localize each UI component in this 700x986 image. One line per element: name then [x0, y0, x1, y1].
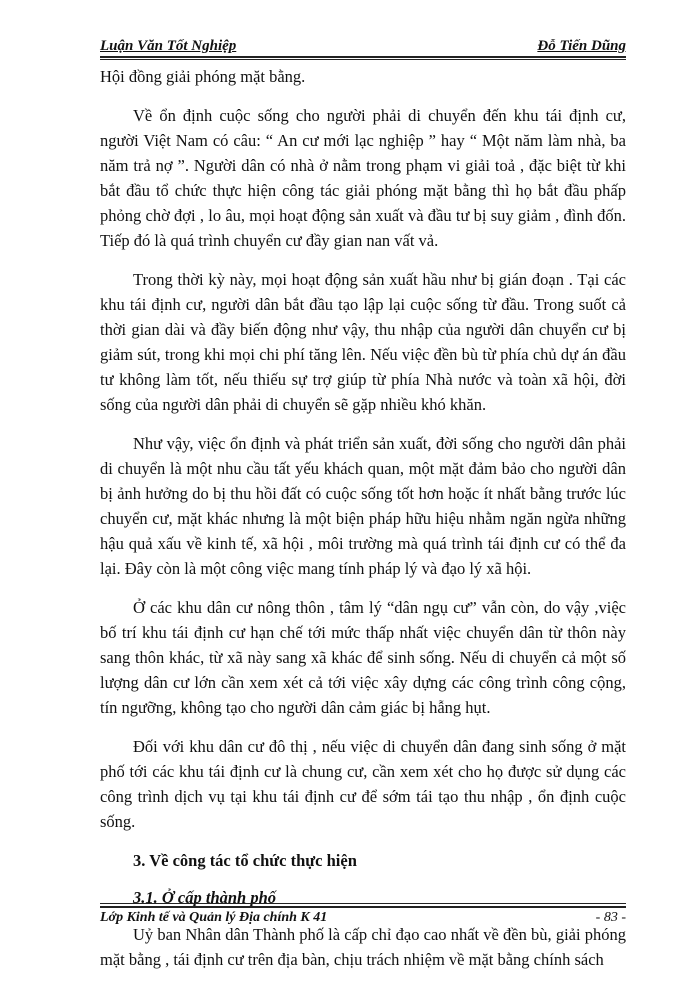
footer-divider [100, 906, 626, 908]
page-header [100, 38, 626, 58]
page-number: - 83 - [595, 910, 626, 925]
paragraph: Về ổn định cuộc sống cho người phải di chuyển đến khu tái định cư, người Việt Nam có câu: “ An cư mới lạc nghiệp ” hay “ Một năm làm nhà, ba năm trả nợ ”. Người dân có nhà ở nằm trong phạm vi giải toả , đặc biệt từ khi bắt đầu tổ chức thực hiện công tác giải phóng mặt bằng thì họ bắt đầu phấp phỏng chờ đợi , lo âu, mọi hoạt động sản xuất và đầu tư bị suy giảm , đình đốn. Tiếp đó là quá trình chuyển cư đầy gian nan vất vả. [100, 106, 626, 250]
footer-class-name: Lớp Kinh tế và Quản lý Địa chính K 41 [100, 910, 328, 925]
paragraph: Ở các khu dân cư nông thôn , tâm lý “dân ngụ cư” vẫn còn, do vậy ,việc bố trí khu tái định cư hạn chế tới mức thấp nhất việc chuyển dân từ thôn này sang thôn khác, từ xã này sang xã khác để sinh sống. Nếu di chuyển cả một số lượng dân cư lớn cần xem xét cả tới việc xây dựng các công trình công cộng, tín ngưỡng, không tạo cho người dân cảm giác bị hẫng hụt. [100, 598, 626, 717]
document-body [100, 64, 626, 986]
page-footer [100, 910, 626, 930]
header-author-name: Đỗ Tiến Dũng [537, 38, 626, 54]
paragraph: Trong thời kỳ này, mọi hoạt động sản xuất hầu như bị gián đoạn . Tại các khu tái định cư, người dân bắt đầu tạo lập lại cuộc sống từ đầu. Trong suốt cả thời gian dài và đầy biến động như vậy, thu nhập của người dân chuyển cư bị giảm sút, trong khi mọi chi phí tăng lên. Nếu việc đền bù từ phía chủ dự án đầu tư không làm tốt, nếu thiếu sự trợ giúp từ phía Nhà nước và toàn xã hội, đời sống của người dân phải di chuyển sẽ gặp nhiều khó khăn. [100, 270, 626, 414]
paragraph: Như vậy, việc ổn định và phát triển sản xuất, đời sống cho người dân phải di chuyển là một nhu cầu tất yếu khách quan, một mặt đảm bảo cho người dân bị ảnh hưởng do bị thu hồi đất có cuộc sống tốt hơn hoặc ít nhất bằng trước lúc chuyển cư, mặt khác nhưng là một biện pháp hữu hiệu nhằm ngăn ngừa những hậu quả xấu về kinh tế, xã hội , môi trường mà quá trình tái định cư có thể đa lại. Đây còn là một công việc mang tính pháp lý và đạo lý xã hội. [100, 434, 626, 578]
header-divider-thin [100, 59, 626, 60]
section-heading: 3. Về công tác tổ chức thực hiện [133, 851, 357, 870]
paragraph-continuation: Hội đồng giải phóng mặt bằng. [100, 67, 306, 86]
subsection-heading: 3.1. Ở cấp thành phố [133, 888, 277, 907]
header-thesis-title: Luận Văn Tốt Nghiệp [100, 38, 237, 54]
paragraph: Uỷ ban Nhân dân Thành phố là cấp chỉ đạo cao nhất về đền bù, giải phóng mặt bằng , tái định cư trên địa bàn, chịu trách nhiệm về mặt bằng chính sách [100, 925, 626, 969]
footer-divider-thin [100, 903, 626, 904]
paragraph: Đối với khu dân cư đô thị , nếu việc di chuyển dân đang sinh sống ở mặt phố tới các khu tái định cư là chung cư, cần xem xét cho họ được sử dụng các công trình dịch vụ tại khu tái định cư để sớm tái tạo thu nhập , ổn định cuộc sống. [100, 737, 626, 831]
header-divider [100, 56, 626, 58]
